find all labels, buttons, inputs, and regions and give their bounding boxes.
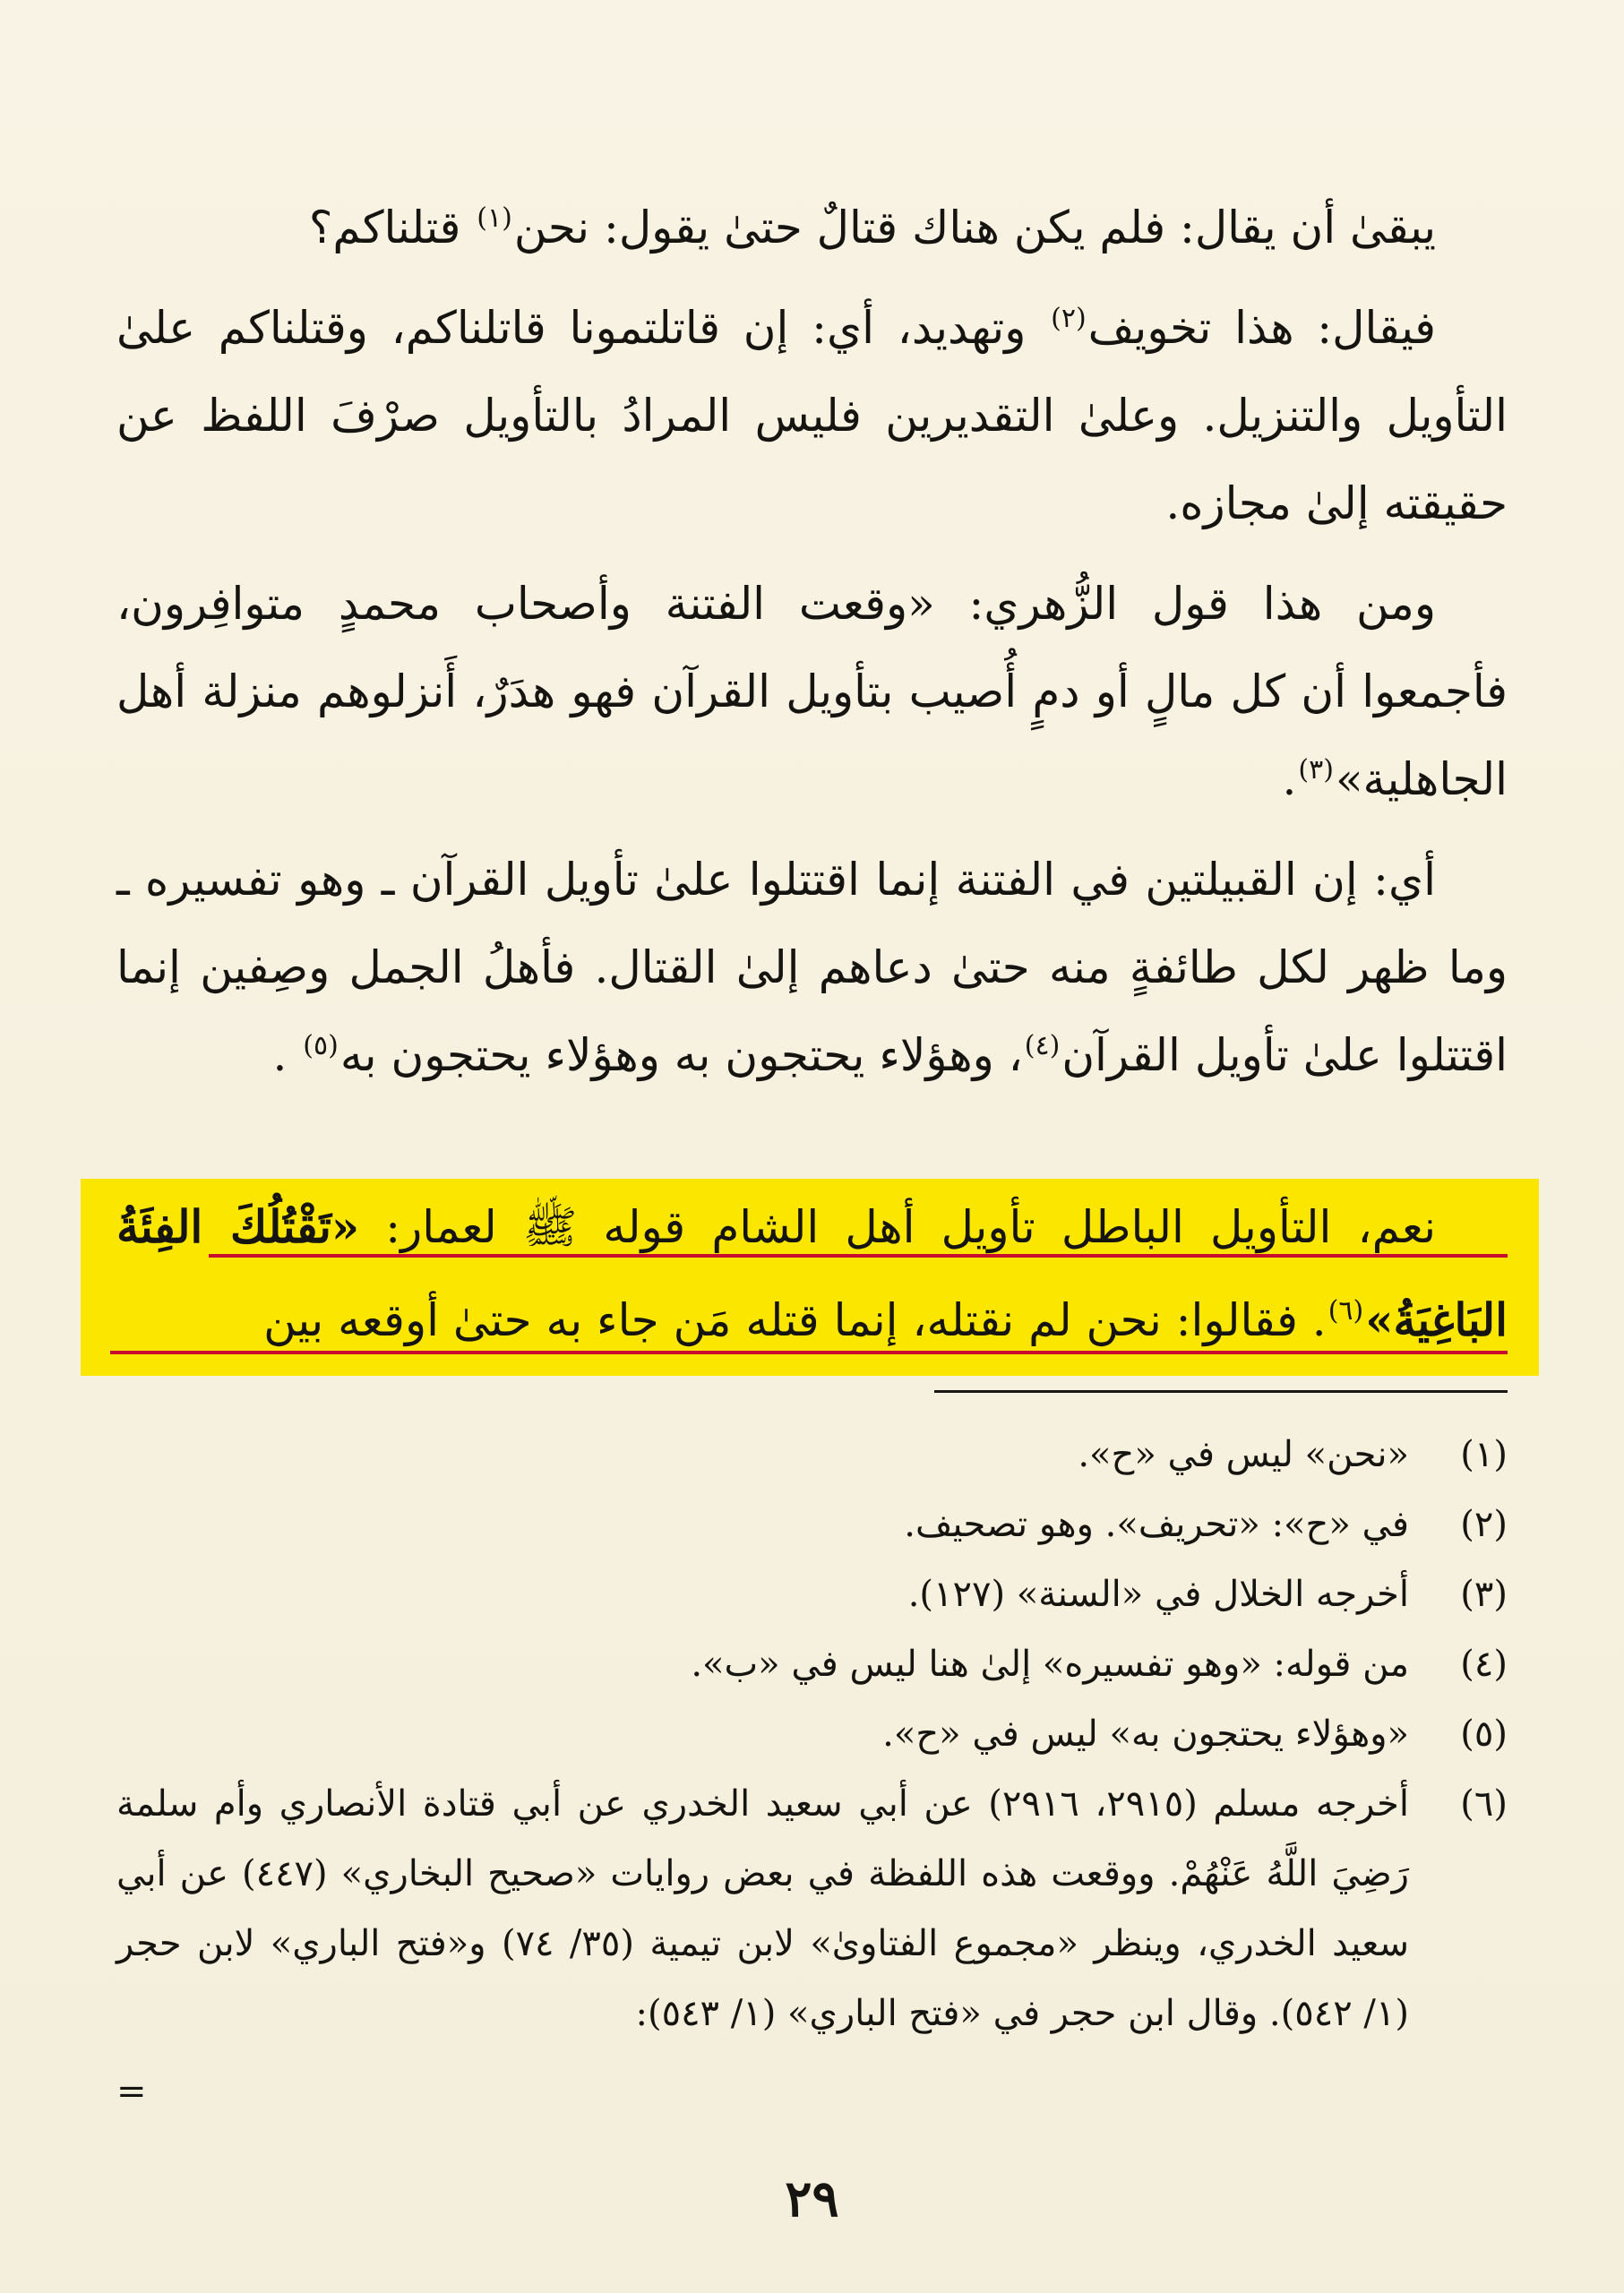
- paragraph-3: [116, 560, 1508, 823]
- footnote-text: في «ح»: «تحريف». وهو تصحيف.: [904, 1504, 1409, 1545]
- footnote-ref-4: (٤): [1024, 1030, 1061, 1062]
- footnote-ref-5: (٥): [303, 1030, 339, 1062]
- footnote-text: «وهؤلاء يحتجون به» ليس في «ح».: [882, 1713, 1409, 1755]
- footnote-ref-2: (٢): [1051, 303, 1087, 335]
- paragraph-4-text-a: أي: إن القبيلتين في الفتنة إنما اقتتلوا علىٰ تأويل القرآن ـ وهو تفسيره ـ وما ظهر لكل طائفةٍ منه حتىٰ دعاهم إلىٰ القتال. فأهلُ الجمل وصِفين إنما اقتتلوا علىٰ تأويل القرآن: [116, 854, 1508, 1081]
- footnote-number: (٢): [1460, 1504, 1508, 1545]
- main-text: [116, 184, 1508, 1099]
- paragraph-2-text-a: فيقال: هذا تخويف: [1087, 302, 1436, 354]
- footnote-ref-1: (١): [477, 202, 512, 235]
- hadith-quote: «تَقْتُلُكَ الفِئَةُ البَاغِيَةُ»: [116, 1200, 1508, 1346]
- footnote-3: [116, 1559, 1508, 1629]
- paragraph-2: [116, 284, 1508, 547]
- paragraph-3-text-a: ومن هذا قول الزُّهري: «وقعت الفتنة وأصحاب محمدٍ متوافِرون، فأجمعوا أن كل مالٍ أو دمٍ أُصيب بتأويل القرآن فهو هدَرٌ، أَنزلوهم منزلة أهل الجاهلية»: [116, 578, 1508, 805]
- footnote-number: (٦): [1460, 1783, 1508, 1825]
- footnote-1: [116, 1420, 1508, 1490]
- continuation-mark: =: [116, 2071, 147, 2112]
- footnotes: [116, 1420, 1508, 2048]
- footnote-number: (١): [1460, 1434, 1508, 1475]
- footnote-2: [116, 1490, 1508, 1559]
- footnote-5: [116, 1699, 1508, 1769]
- highlighted-text-a: نعم، التأويل الباطل تأويل أهل الشام قوله ﷺ لعمار:: [359, 1201, 1436, 1253]
- paragraph-4-text-b: ، وهؤلاء يحتجون به وهؤلاء يحتجون به: [339, 1029, 1023, 1081]
- paragraph-1-text-a: يبقىٰ أن يقال: فلم يكن هناك قتالٌ حتىٰ يقول: نحن: [513, 202, 1436, 253]
- footnote-divider: [934, 1390, 1508, 1393]
- footnote-text: أخرجه مسلم (٢٩١٥، ٢٩١٦) عن أبي سعيد الخدري عن أبي قتادة الأنصاري وأم سلمة رَضِيَ اللَّهُ عَنْهُمْ. ووقعت هذه اللفظة في بعض روايات «صحيح البخاري» (٤٤٧) عن أبي سعيد الخدري، وينظر «مجموع الفتاوىٰ» لابن تيمية (٣٥/ ٧٤) و«فتح الباري» لابن حجر (١/ ٥٤٢). وقال ابن حجر في «فتح الباري» (١/ ٥٤٣):: [116, 1783, 1410, 2034]
- footnote-number: (٣): [1460, 1574, 1508, 1615]
- highlighted-paragraph: [116, 1181, 1508, 1367]
- footnote-text: «نحن» ليس في «ح».: [1078, 1434, 1409, 1475]
- footnote-text: من قوله: «وهو تفسيره» إلىٰ هنا ليس في «ب».: [691, 1644, 1409, 1685]
- footnote-text: أخرجه الخلال في «السنة» (١٢٧).: [907, 1574, 1409, 1615]
- paragraph-2-text-b: وتهديد، أي: إن قاتلتمونا قاتلناكم، وقتلناكم علىٰ التأويل والتنزيل. وعلىٰ التقديرين فليس المرادُ بالتأويل صرْفَ اللفظ عن حقيقته إلىٰ مجازه.: [116, 302, 1508, 529]
- paragraph-3-text-b: .: [1282, 753, 1297, 805]
- footnote-ref-3: (٣): [1298, 754, 1334, 786]
- footnote-6: [116, 1769, 1508, 2048]
- footnote-number: (٥): [1460, 1713, 1508, 1755]
- footnote-number: (٤): [1460, 1644, 1508, 1685]
- paragraph-1-text-b: قتلناكم؟: [308, 202, 476, 253]
- paragraph-4-text-c: .: [272, 1029, 302, 1081]
- footnote-ref-6: (٦): [1328, 1295, 1364, 1327]
- footnote-4: [116, 1629, 1508, 1699]
- highlighted-text-b: . فقالوا: نحن لم نقتله، إنما قتله مَن جاء به حتىٰ أوقعه بين: [263, 1294, 1327, 1346]
- paragraph-1: [116, 184, 1508, 271]
- page-number: ٢٩: [785, 2169, 839, 2229]
- paragraph-4: [116, 836, 1508, 1099]
